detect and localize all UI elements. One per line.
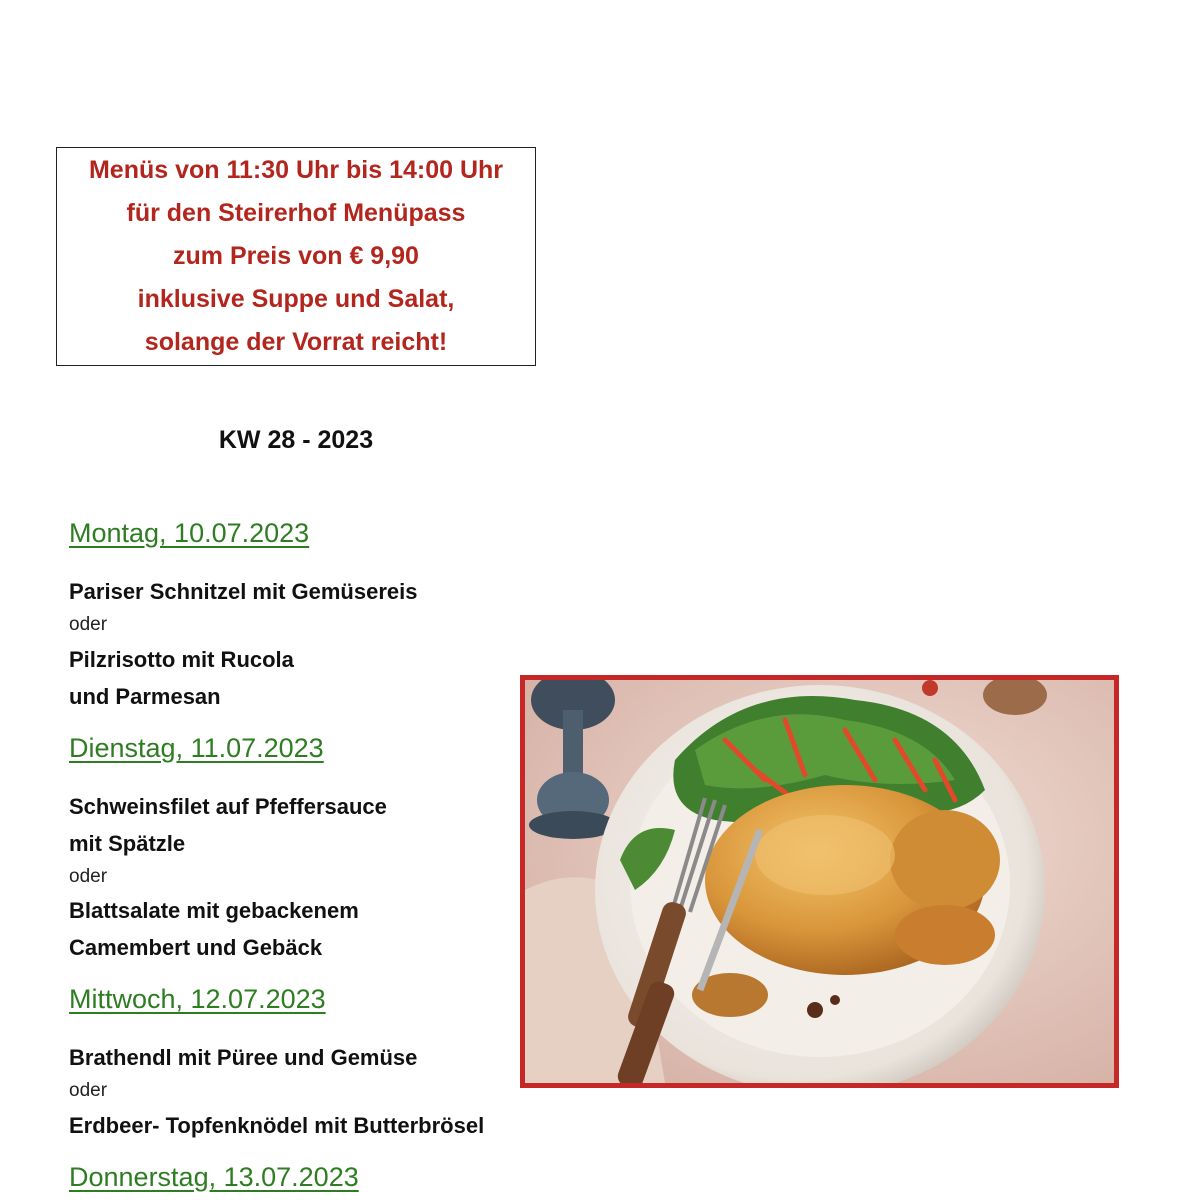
- dish-monday-2-line-1: Pilzrisotto mit Rucola: [69, 647, 294, 672]
- week-heading: KW 28 - 2023: [218, 426, 374, 454]
- dish-tuesday-2-line-1: Blattsalate mit gebackenem: [69, 898, 359, 923]
- notice-line-2: für den Steirerhof Menüpass: [126, 199, 466, 227]
- dish-tuesday-1-line-2: mit Spätzle: [69, 831, 186, 856]
- dish-monday-2-line-2: und Parmesan: [69, 684, 221, 709]
- day-heading-monday: Montag, 10.07.2023: [69, 518, 310, 548]
- or-label-tuesday: oder: [69, 866, 108, 887]
- roast-chicken-photo: [520, 675, 1119, 1088]
- dish-tuesday-1-line-1: Schweinsfilet auf Pfeffersauce: [69, 794, 387, 819]
- notice-line-5: solange der Vorrat reicht!: [144, 328, 448, 356]
- day-heading-tuesday: Dienstag, 11.07.2023: [69, 733, 324, 763]
- or-label-wednesday: oder: [69, 1080, 108, 1101]
- notice-line-3: zum Preis von € 9,90: [173, 242, 419, 270]
- price-notice-box: [56, 147, 536, 366]
- notice-line-4: inklusive Suppe und Salat,: [137, 285, 455, 313]
- roast-chicken-illustration: [525, 680, 1114, 1083]
- day-heading-thursday: Donnerstag, 13.07.2023: [69, 1162, 359, 1192]
- dish-monday-1-line-1: Pariser Schnitzel mit Gemüsereis: [69, 579, 418, 604]
- notice-line-1: Menüs von 11:30 Uhr bis 14:00 Uhr: [88, 156, 504, 184]
- dish-wednesday-2-line-1: Erdbeer- Topfenknödel mit Butterbrösel: [69, 1113, 485, 1138]
- dish-tuesday-2-line-2: Camembert und Gebäck: [69, 935, 323, 960]
- dish-wednesday-1-line-1: Brathendl mit Püree und Gemüse: [69, 1045, 418, 1070]
- or-label-monday: oder: [69, 614, 108, 635]
- day-heading-wednesday: Mittwoch, 12.07.2023: [69, 984, 326, 1014]
